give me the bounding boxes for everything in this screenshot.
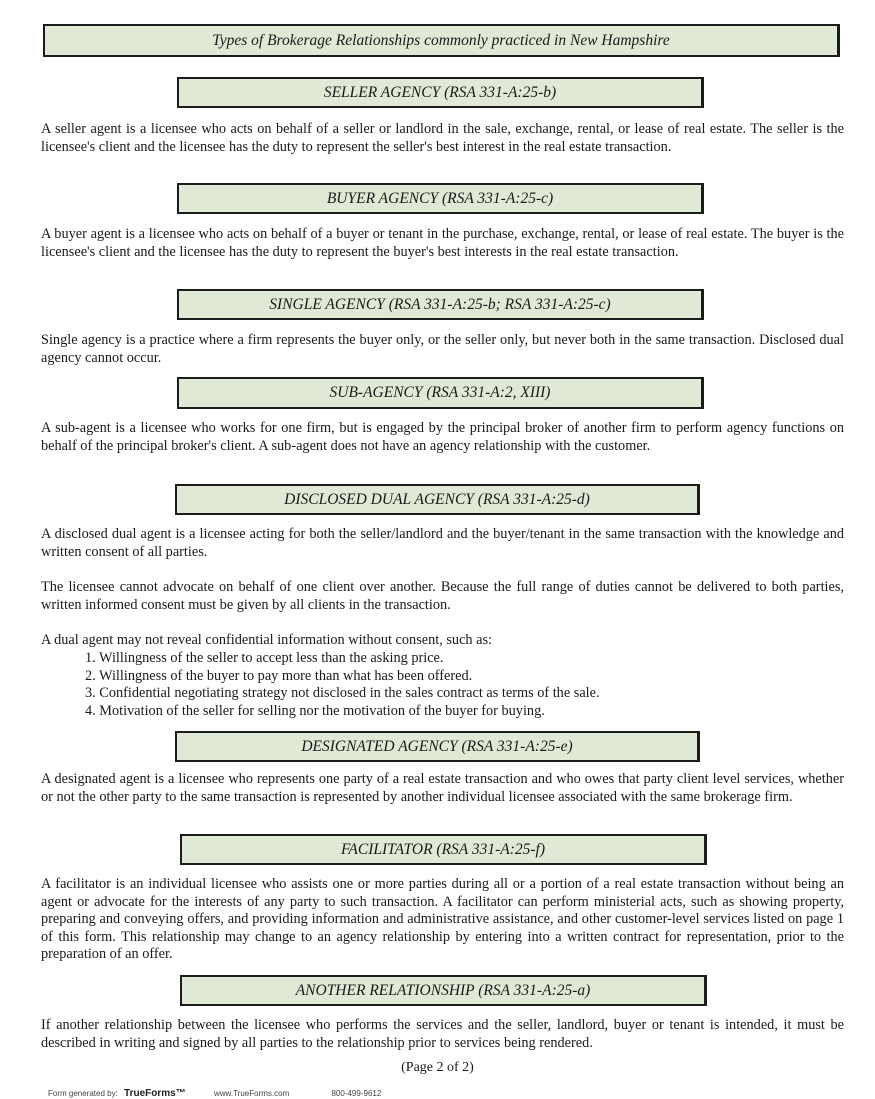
section-heading-facilitator [180, 834, 707, 865]
dual-agency-paragraph-1: A disclosed dual agent is a licensee acting for both the seller/landlord and the buyer/tenant in the same transaction with the knowledge and written consent of all parties. [41, 526, 844, 560]
generated-by-label: Form generated by: [48, 1089, 118, 1098]
buyer-agency-paragraph: A buyer agent is a licensee who acts on behalf of a buyer or tenant in the purchase, exchange, rental, or lease of real estate. The buyer is the licensee's client and the licensee has the duty to represent the buyer's best interests in the real estate transaction. [41, 226, 844, 260]
section-heading-designated-agency [175, 731, 700, 762]
seller-agency-paragraph: A seller agent is a licensee who acts on behalf of a seller or landlord in the sale, exchange, rental, or lease of real estate. The seller is the licensee's client and the licensee has the duty to represent the seller's best interest in the real estate transaction. [41, 121, 844, 155]
section-heading-text: SUB-AGENCY (RSA 331-A:2, XIII) [329, 384, 551, 402]
section-heading-text: DESIGNATED AGENCY (RSA 331-A:25-e) [301, 737, 573, 755]
section-heading-text: FACILITATOR (RSA 331-A:25-f) [340, 840, 546, 858]
page-title [43, 24, 840, 57]
section-heading-text: SELLER AGENCY (RSA 331-A:25-b) [323, 83, 557, 101]
sub-agency-paragraph: A sub-agent is a licensee who works for one firm, but is engaged by the principal broker of another firm to perform agency functions on behalf of the principal broker's client. A sub-agent does not have an agency relationship with the customer. [41, 420, 844, 454]
section-heading-buyer-agency [177, 183, 704, 214]
dual-agency-paragraph-2: The licensee cannot advocate on behalf of one client over another. Because the full range of duties cannot be delivered to both parties, written informed consent must be given by all clients in the transaction. [41, 579, 844, 613]
section-heading-seller-agency [177, 77, 704, 108]
section-heading-text: BUYER AGENCY (RSA 331-A:25-c) [326, 189, 554, 207]
section-heading-sub-agency [177, 377, 704, 409]
another-relationship-paragraph: If another relationship between the licensee who performs the services and the seller, landlord, buyer or tenant is intended, it must be described in writing and signed by all parties to the relationship prior to services being rendered. [41, 1017, 844, 1051]
page-number: (Page 2 of 2) [401, 1060, 474, 1075]
phone: 800-499-9612 [331, 1089, 382, 1098]
section-heading-another-relationship [180, 975, 707, 1006]
website: www.TrueForms.com [213, 1089, 290, 1098]
section-heading-text: ANOTHER RELATIONSHIP (RSA 331-A:25-a) [295, 981, 591, 999]
list-item: 2. Willingness of the buyer to pay more than what has been offered. [85, 667, 473, 684]
list-item: 3. Confidential negotiating strategy not disclosed in the sales contract as terms of the sale. [85, 685, 600, 702]
designated-agency-paragraph: A designated agent is a licensee who represents one party of a real estate transaction and who owes that party client level services, whether or not the other party to the same transaction is represented by another individual licensee associated with the same brokerage firm. [41, 771, 844, 805]
section-heading-text: SINGLE AGENCY (RSA 331-A:25-b; RSA 331-A:25-c) [269, 295, 611, 313]
confidential-info-list [85, 650, 785, 720]
facilitator-paragraph: A facilitator is an individual licensee who assists one or more parties during all or a portion of a real estate transaction without being an agent or advocate for the interests of any party to such transaction. A facilitator can perform ministerial acts, such as showing property, preparing and conveying offers, and providing information and administrative assistance, and other customer-level services listed on page 1 of this form. This relationship may change to an agency relationship by entering into a written contract for representation, prior to the preparation of an offer. [41, 876, 844, 963]
list-item: 1. Willingness of the seller to accept less than the asking price. [85, 650, 444, 666]
section-heading-single-agency [177, 289, 704, 320]
page-title-text: Types of Brokerage Relationships commonly practiced in New Hampshire [212, 31, 670, 49]
section-heading-text: DISCLOSED DUAL AGENCY (RSA 331-A:25-d) [284, 490, 590, 508]
dual-agency-paragraph-3: A dual agent may not reveal confidential information without consent, such as: [41, 632, 493, 648]
list-item: 4. Motivation of the seller for selling nor the motivation of the buyer for buying. [85, 702, 545, 719]
form-generator-footer [48, 1088, 421, 1099]
section-heading-disclosed-dual-agency [175, 484, 700, 515]
brand-name: TrueForms™ [124, 1088, 186, 1099]
single-agency-paragraph: Single agency is a practice where a firm represents the buyer only, or the seller only, but never both in the same transaction. Disclosed dual agency cannot occur. [41, 332, 844, 366]
